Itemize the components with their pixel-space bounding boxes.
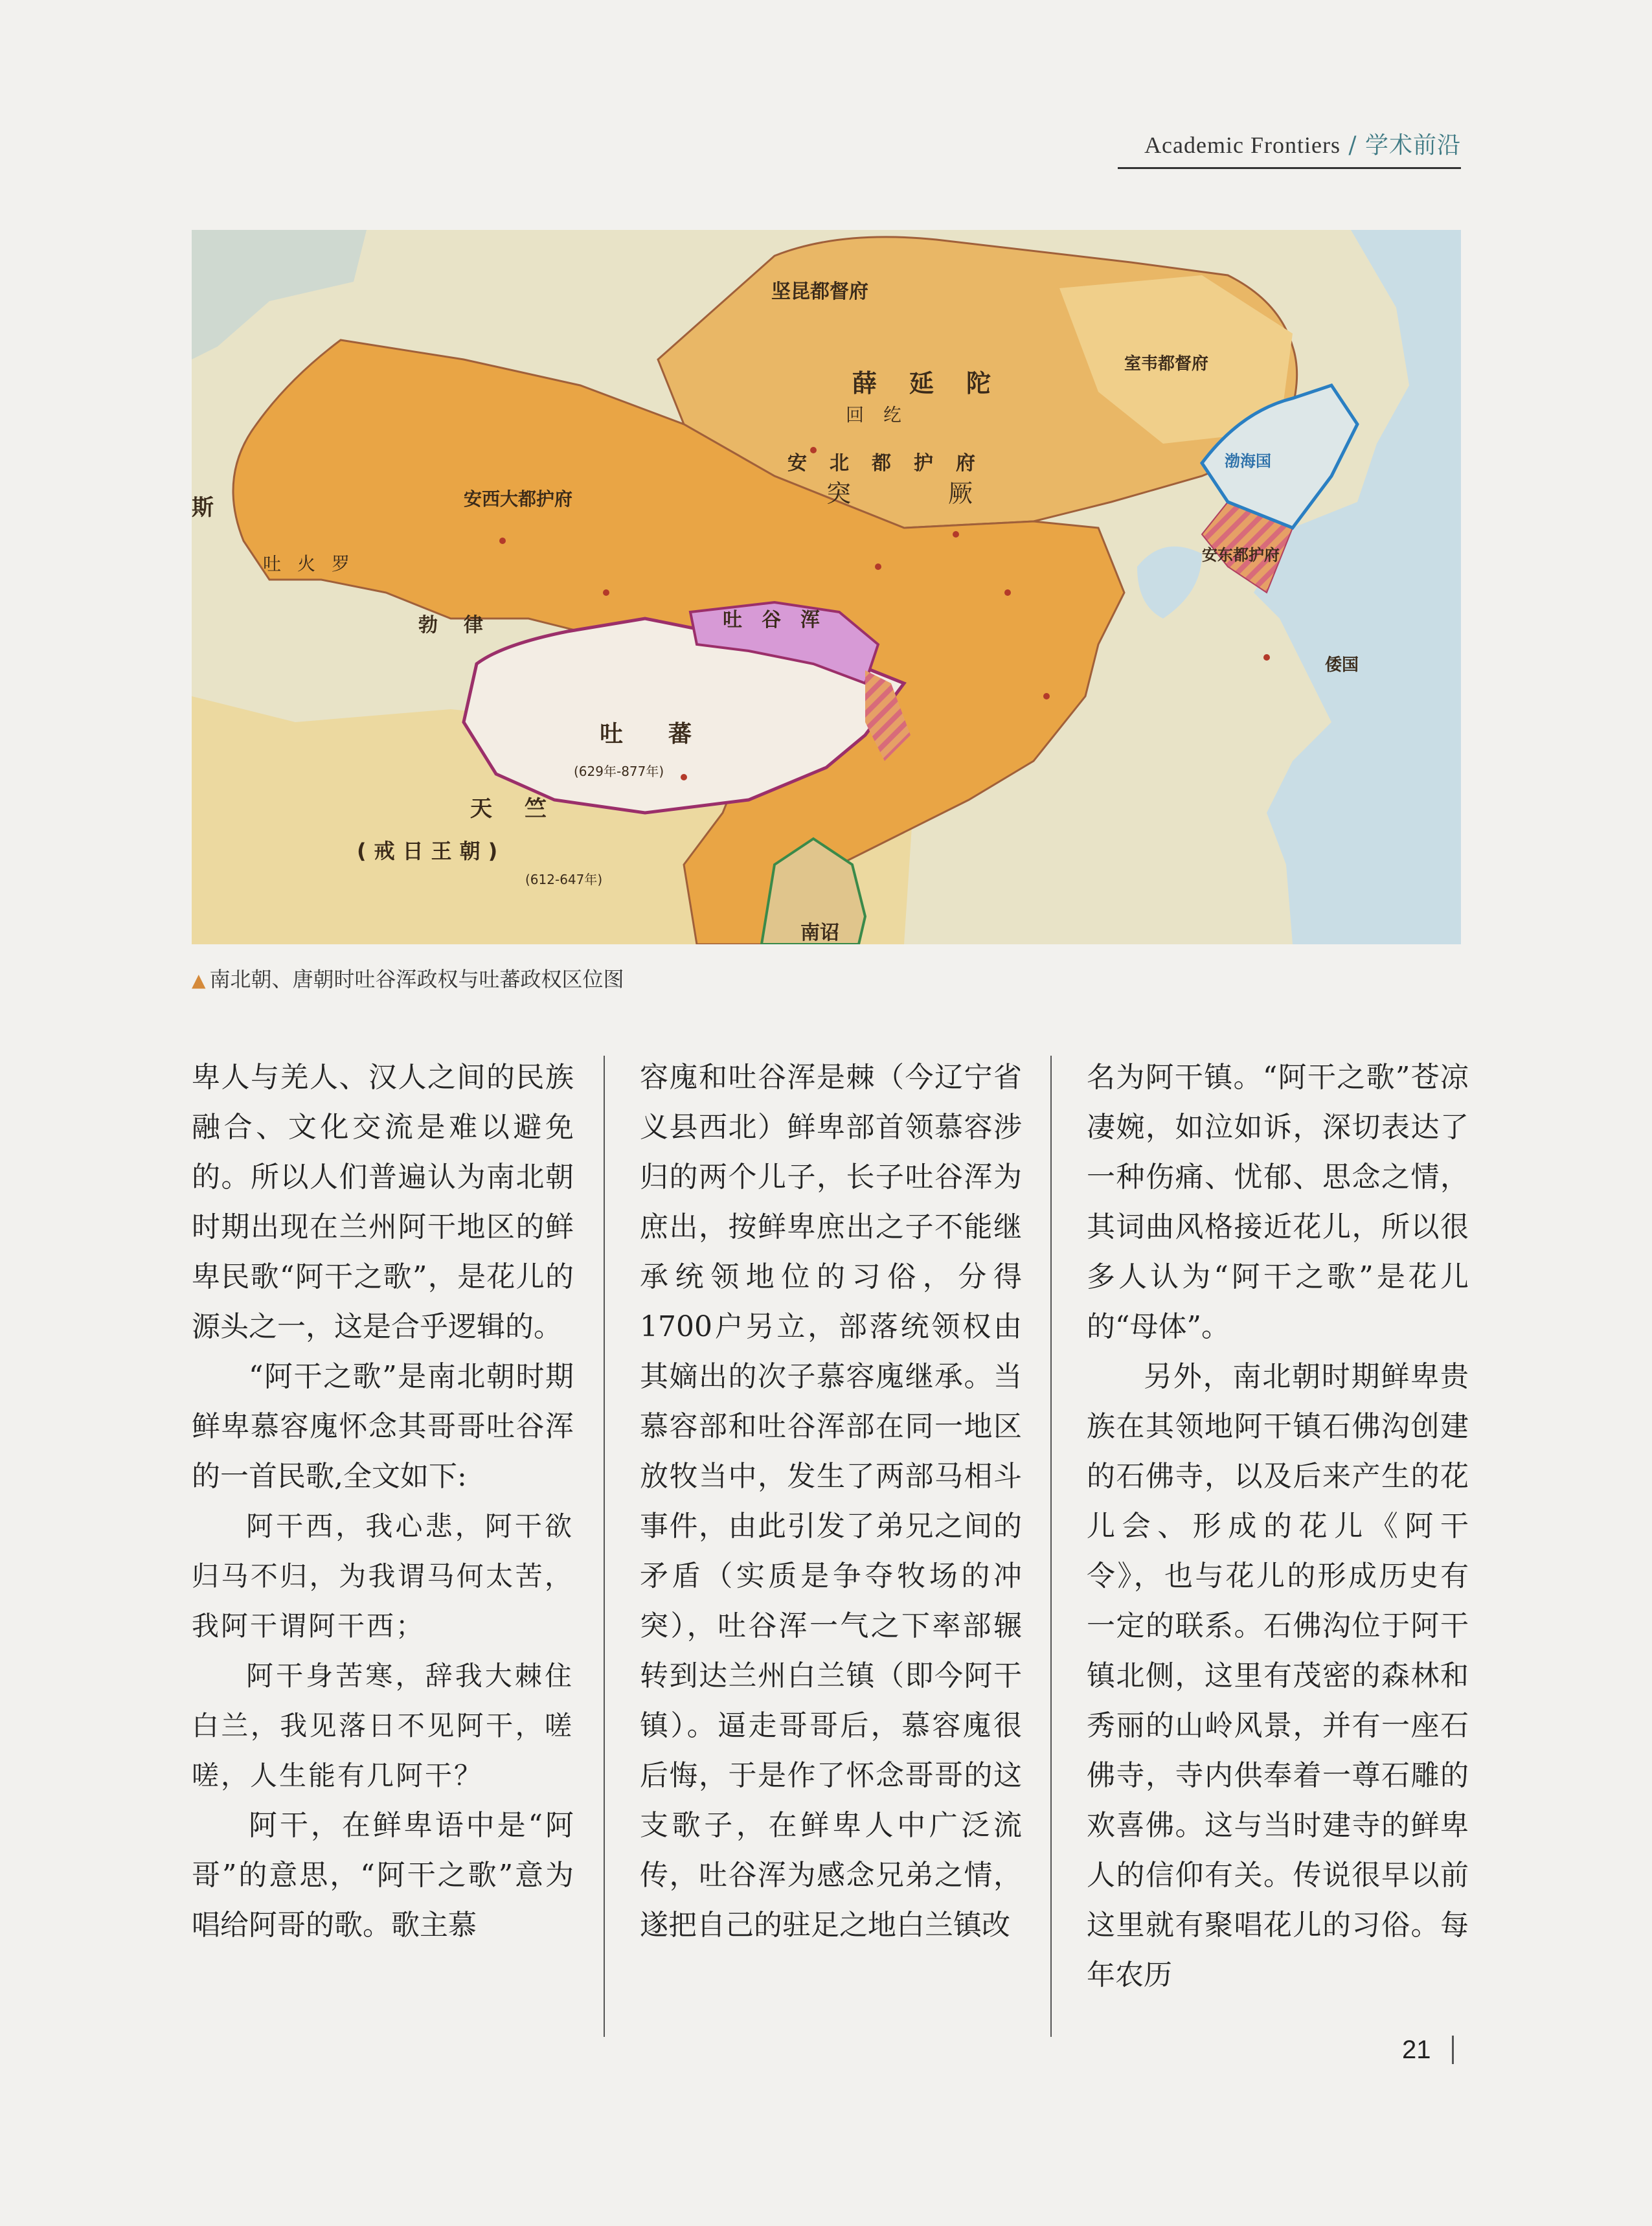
- paragraph: 阿干，在鲜卑语中是“阿哥”的意思，“阿干之歌”意为唱给阿哥的歌。歌主慕: [192, 1809, 574, 1942]
- label-andong: 安东都护府: [1202, 546, 1280, 564]
- header-en: Academic Frontiers: [1144, 132, 1341, 158]
- page-number: 21: [1402, 2036, 1431, 2064]
- paragraph: 容廆和吐谷浑是棘（今辽宁省义县西北）鲜卑部首领慕容涉归的两个儿子，长子吐谷浑为庶出，按鲜卑庶出之子不能继承统领地位的习俗，分得1700户另立，部落统领权由其嫡出的次子慕容廆继承。当慕容部和吐谷浑部在同一地区放牧当中，发生了两部马相斗事件，由此引发了弟兄之间的矛盾（实质是争夺牧场的冲突），吐谷浑一气之下率部辗转到达兰州白兰镇（即今阿干镇）。逼走哥哥后，慕容廆很后悔，于是作了怀念哥哥的这支歌子，在鲜卑人中广泛流传，吐谷浑为感念兄弟之情，遂把自己的驻足之地白兰镇改: [640, 1061, 1022, 1942]
- poem-stanza: 阿干身苦寒，辞我大棘住白兰，我见落日不见阿干，嗟嗟，人生能有几阿干？: [192, 1660, 574, 1791]
- paragraph: “阿干之歌”是南北朝时期鲜卑慕容廆怀念其哥哥吐谷浑的一首民歌,全文如下:: [192, 1360, 574, 1493]
- caption-triangle-icon: ▲: [192, 970, 206, 991]
- poem-stanza: 阿干西，我心悲，阿干欲归马不归，为我谓马何太苦，我阿干谓阿干西；: [192, 1510, 574, 1642]
- column-divider: [604, 1056, 605, 2037]
- label-si: 斯: [192, 495, 214, 521]
- label-tubo-dates: (629年-877年): [574, 764, 664, 779]
- label-huihe: 回纥: [846, 404, 922, 426]
- label-tanhuo: 吐火罗: [263, 553, 367, 574]
- paragraph: 名为阿干镇。“阿干之歌”苍凉凄婉，如泣如诉，深切表达了一种伤痛、忧郁、思念之情，其词曲风格接近花儿，所以很多人认为“阿干之歌”是花儿的“母体”。: [1087, 1061, 1469, 1343]
- caption-text: 南北朝、唐朝时吐谷浑政权与吐蕃政权区位图: [209, 967, 624, 992]
- label-nanzhao: 南诏: [800, 922, 839, 944]
- label-tubo: 吐蕃: [600, 721, 738, 747]
- header-rule: [1118, 167, 1461, 169]
- label-shiwei: 室韦都督府: [1124, 354, 1209, 374]
- page-number-bar: [1452, 2036, 1454, 2064]
- header-separator: /: [1340, 132, 1365, 159]
- label-tuyuhun: 吐谷浑: [723, 609, 839, 631]
- label-wogu: 倭国: [1325, 655, 1359, 675]
- paragraph: 卑人与羌人、汉人之间的民族融合、文化交流是难以避免的。所以人们普遍认为南北朝时期出现在兰州阿干地区的鲜卑民歌“阿干之歌”，是花儿的源头之一，这是合乎逻辑的。: [192, 1061, 574, 1343]
- map-svg: [192, 230, 1461, 944]
- label-tianzhu: 天竺: [470, 796, 579, 822]
- column-divider: [1050, 1056, 1052, 2037]
- text-column-1: [192, 1052, 574, 1950]
- label-anxi: 安西大都护府: [464, 488, 573, 510]
- map-caption: [192, 963, 624, 993]
- label-bohai: 渤海国: [1225, 452, 1271, 470]
- label-anbei: 安北都护府: [787, 452, 998, 475]
- label-boluo: 勃律: [418, 614, 509, 637]
- label-jieri-dates: (612-647年): [525, 872, 603, 887]
- label-jieri: (戒日王朝): [357, 839, 506, 863]
- label-jiankun: 坚昆都督府: [771, 280, 868, 303]
- label-xueyantuo: 薛延陀: [852, 369, 1024, 398]
- paragraph: 另外，南北朝时期鲜卑贵族在其领地阿干镇石佛沟创建的石佛寺，以及后来产生的花儿会、形成的花儿《阿干令》，也与花儿的形成历史有一定的联系。石佛沟位于阿干镇北侧，这里有茂密的森林和秀丽的山岭风景，并有一座石佛寺，寺内供奉着一尊石雕的欢喜佛。这与当时建寺的鲜卑人的信仰有关。传说很早以前这里就有聚唱花儿的习俗。每年农历: [1087, 1360, 1469, 1992]
- historical-map: [192, 230, 1461, 944]
- text-column-3: [1087, 1052, 1469, 2000]
- header-zh: 学术前沿: [1364, 132, 1461, 159]
- label-tujue: 突厥: [826, 479, 1070, 508]
- text-column-2: [640, 1052, 1022, 1950]
- running-header: [1144, 127, 1461, 160]
